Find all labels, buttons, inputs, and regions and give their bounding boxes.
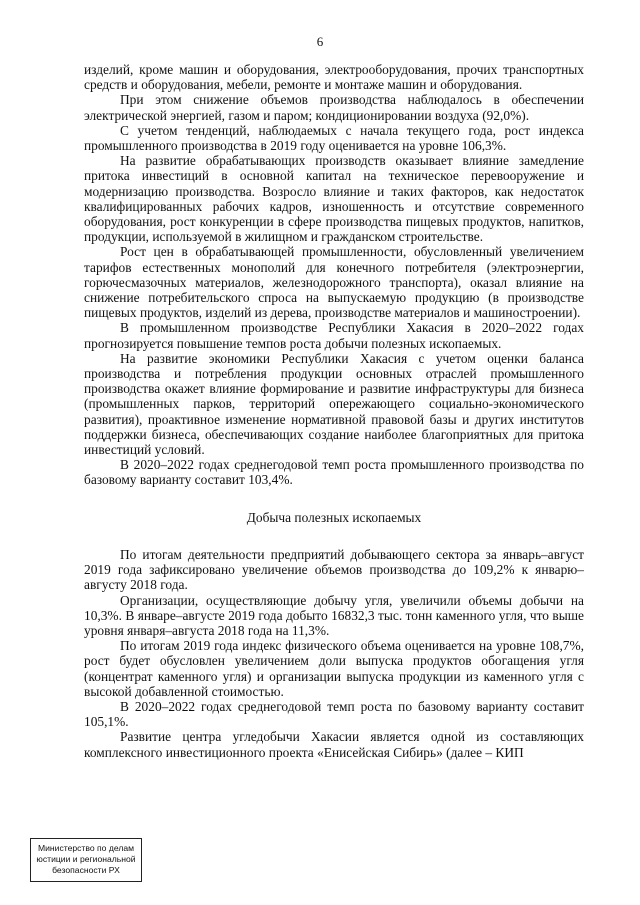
- registration-stamp: [30, 838, 142, 882]
- paragraph: В 2020–2022 годах среднегодовой темп роста промышленного производства по базовому варианту составит 103,4%.: [84, 457, 584, 488]
- paragraph: При этом снижение объемов производства наблюдалось в обеспечении электрической энергией, газом и паром; кондиционировании воздуха (92,0%).: [84, 92, 584, 123]
- paragraph: В промышленном производстве Республики Хакасия в 2020–2022 годах прогнозируется повышение темпов роста добычи полезных ископаемых.: [84, 320, 584, 351]
- paragraph: На развитие экономики Республики Хакасия с учетом оценки баланса производства и потребления продукции основных отраслей промышленного производства окажет влияние формирование и развитие инфраструктуры для бизнеса (промышленных парков, территорий опережающего социально-экономического развития), проактивное изменение нормативной правовой базы и других институтов поддержки бизнеса, обеспечивающих создание наиболее благоприятных для притока инвестиций условий.: [84, 350, 584, 458]
- paragraph: На развитие обрабатывающих производств оказывает влияние замедление притока инвестиций в основной капитал на техническое перевооружение и модернизацию производства. Возросло влияние и таких факторов, как недостаток квалифицированных рабочих кадров, изношенность и отсутствие современного оборудования, рост конкуренции в сфере производства пищевых продуктов, напитков, продукции, используемой в жилищном и гражданском строительстве.: [84, 153, 584, 245]
- page-number: 6: [316, 34, 324, 49]
- stamp-line: юстиции и региональной: [36, 854, 136, 864]
- paragraph: Развитие центра угледобычи Хакасии является одной из составляющих комплексного инвестиционного проекта «Енисейская Сибирь» (далее – КИП: [84, 729, 584, 760]
- document-body: [84, 62, 584, 760]
- paragraphs-bottom: [84, 547, 584, 760]
- stamp-line: безопасности РХ: [52, 865, 120, 875]
- paragraph: изделий, кроме машин и оборудования, электрооборудования, прочих транспортных средств и оборудования, мебели, ремонте и монтаже машин и оборудования.: [84, 62, 584, 93]
- paragraphs-top: [84, 62, 584, 488]
- paragraph: С учетом тенденций, наблюдаемых с начала текущего года, рост индекса промышленного производства в 2019 году оценивается на уровне 106,3%.: [84, 122, 584, 154]
- paragraph: Организации, осуществляющие добычу угля, увеличили объемы добычи на 10,3%. В январе–августе 2019 года добыто 16832,3 тыс. тонн каменного угля, что выше уровня января–августа 2018 года на 11,3%.: [84, 592, 584, 638]
- section-title: Добыча полезных ископаемых: [246, 509, 422, 525]
- paragraph: По итогам 2019 года индекс физического объема оценивается на уровне 108,7%, рост будет обусловлен увеличением доли выпуска продуктов обогащения угля (концентрат каменного угля) и организации выпуска продукции из каменного угля с высокой добавленной стоимостью.: [84, 638, 584, 699]
- paragraph: Рост цен в обрабатывающей промышленности, обусловленный увеличением тарифов естественных монополий для конечного потребителя (электроэнергии, горючесмазочных материалов, железнодорожного транспорта), оказал влияние на снижение потребительского спроса на выпускаемую продукцию (в производстве пищевых продуктов, изделий из дерева, производстве материалов и машиностроении).: [84, 244, 584, 321]
- paragraph: По итогам деятельности предприятий добывающего сектора за январь–август 2019 года зафиксировано увеличение объемов производства до 109,2% к январю–августу 2018 года.: [84, 546, 584, 593]
- stamp-line: Министерство по делам: [37, 843, 135, 853]
- paragraph: В 2020–2022 годах среднегодовой темп роста по базовому варианту составит 105,1%.: [84, 698, 584, 730]
